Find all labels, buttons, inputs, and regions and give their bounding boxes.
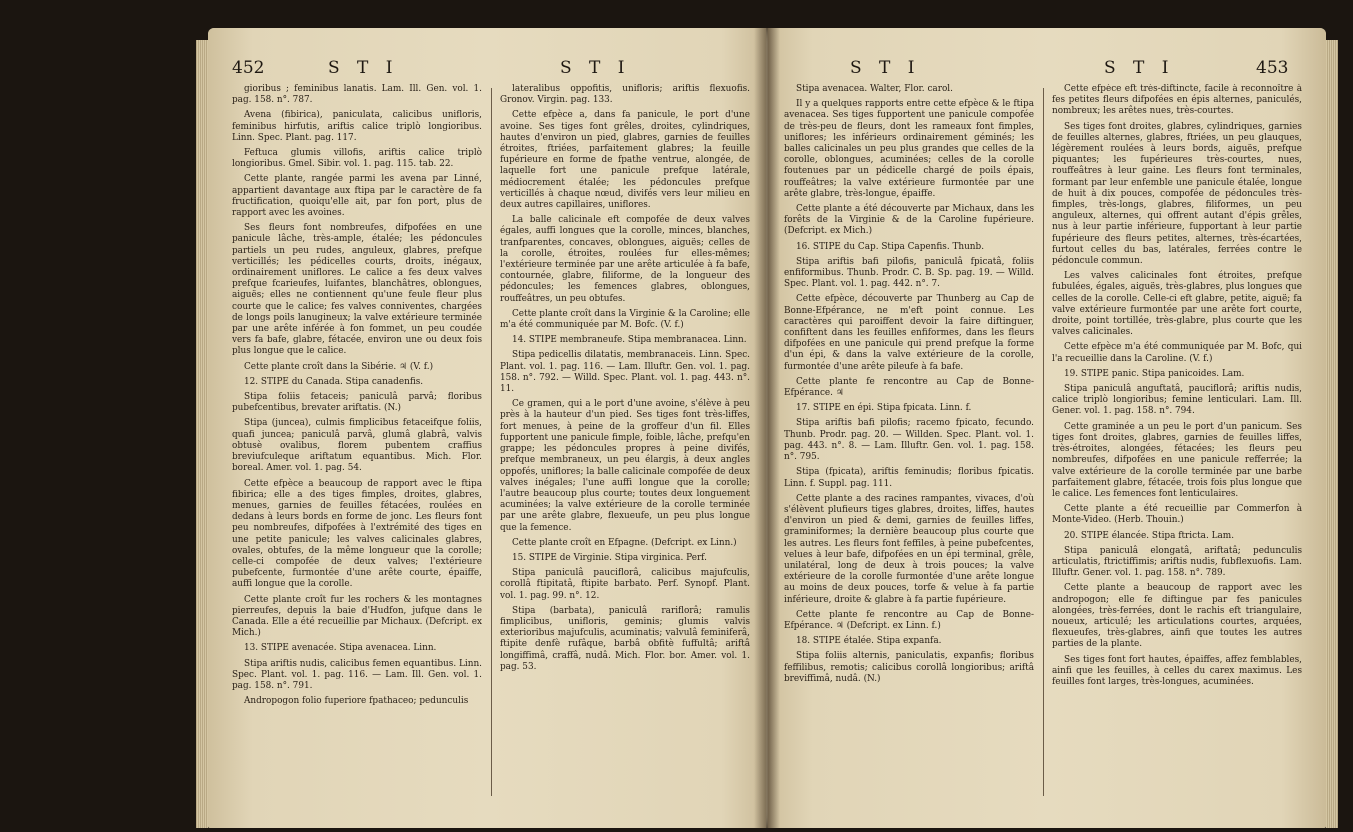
paragraph: 20. STIPE élancée. Stipa ftricta. Lam. bbox=[1064, 530, 1235, 541]
paragraph: 12. STIPE du Canada. Stipa canadenfis. bbox=[244, 376, 424, 387]
text-column-2 bbox=[500, 84, 750, 824]
paragraph: Cette plante a beaucoup de rapport avec les andropogon; elle fe diftingue par fes panicules alongées, très-ferrées, dont le rachis eft triangulaire, noueux, articulé; les articulations courtes, arquées, flexueufes, très-glabres, ainfi que toutes les autres parties de la plante. bbox=[1052, 583, 1302, 650]
text-column-1 bbox=[784, 84, 1034, 824]
paragraph: Stipa ariftis bafi pilofis, paniculâ fpicatâ, foliis enfiformibus. Thunb. Prodr. C. B. Sp. pag. 19. — Willd. Spec. Plant. vol. 1. pag. 442. n°. 7. bbox=[784, 256, 1034, 290]
text-column-2 bbox=[1052, 84, 1302, 824]
paragraph: Cette plante fe rencontre au Cap de Bonne-Efpérance. ♃ bbox=[784, 376, 1034, 399]
column-rule bbox=[491, 88, 492, 796]
text-column-1 bbox=[232, 84, 482, 824]
left-page bbox=[208, 28, 766, 828]
paragraph: Stipa foliis fetaceis; paniculâ parvâ; floribus pubefcentibus, brevater ariftatis. (N.) bbox=[232, 392, 482, 414]
paragraph: Il y a quelques rapports entre cette efpèce & le ftipa avenacea. Ses tiges fupportent une panicule compofée de très-peu de fleurs, dont les rameaux font fimples, uniflores; les inférieurs ordinairement géminés; les balles calicinales un peu plus grandes que celles de la corolle, oblongues, acuminées; celles de la corolle foutenues par un pédicelle chargé de poils épais, rouffeâtres; la valve extérieure furmontée par une arête glabre, très-longue, épaiffe. bbox=[784, 99, 1034, 199]
paragraph: Avena (fibirica), paniculata, calicibus unifloris, feminibus hirfutis, ariftis calice triplò longioribus. Linn. Spec. Plant. pag. 117. bbox=[232, 110, 482, 143]
paragraph: Cette efpèce a beaucoup de rapport avec le ftipa fibirica; elle a des tiges fimples, droites, glabres, menues, garnies de feuilles fétacées, roulées en dedans à leurs bords en forme de jonc. Les fleurs font peu nombreufes, difpofées à l'extrémité des tiges en une petite panicule; les valves calicinales glabres, ovales, obtufes, de la même longueur que la corolle; celle-ci compofée de deux valves; l'extérieure pubefcente, furmontée d'une arête courte, épaiffe, auffi longue que la corolle. bbox=[232, 478, 482, 590]
paragraph: Feftuca glumis villofis, ariftis calice triplò longioribus. Gmel. Sibir. vol. 1. pag. 115. tab. 22. bbox=[232, 148, 482, 170]
paragraph: Cette plante fe rencontre au Cap de Bonne-Efpérance. ♃ (Defcript. ex Linn. f.) bbox=[784, 609, 1034, 631]
paragraph: Stipa paniculâ anguftatâ, pauciflorâ; ariftis nudis, calice triplò longioribus; femine lenticulari. Lam. Ill. Gener. vol. 1. pag. 158. n°. 794. bbox=[1052, 384, 1302, 417]
paragraph: Stipa ariftis nudis, calicibus femen equantibus. Linn. Spec. Plant. vol. 1. pag. 116. — Lam. Ill. Gen. vol. 1. pag. 158. n°. 791. bbox=[232, 658, 482, 691]
paragraph: Stipa (fpicata), ariftis feminudis; floribus fpicatis. Linn. f. Suppl. pag. 111. bbox=[784, 467, 1034, 489]
paragraph: Ses tiges font fort hautes, épaiffes, affez femblables, ainfi que les feuilles, à celles du carex maximus. Les feuilles font larges, très-longues, acuminées. bbox=[1052, 654, 1302, 687]
paragraph: Ce gramen, qui a le port d'une avoine, s'élève à peu près à la hauteur d'un pied. Ses tiges font très-liffes, fort menues, à peine de la groffeur d'un fil. Elles fupportent une panicule fimple, foible, lâche, prefqu'en grappe; les pédoncules propres à peine divifés, prefque membraneux, un peu élargis, à deux angles oppofés, uniflores; la balle calicinale compofée de deux valves inégales; l'une auffi longue que la corolle; l'autre beaucoup plus courte; toutes deux longuement acuminées; la valve extérieure de la corolle terminée par une arête glabre, flexueufe, un peu plus longue que la femence. bbox=[500, 399, 750, 533]
paragraph: lateralibus oppofitis, unifloris; ariftis flexuofis. Gronov. Virgin. pag. 133. bbox=[500, 84, 750, 106]
paragraph: Cette plante croît dans la Sibérie. ♃ (V. f.) bbox=[244, 361, 434, 372]
paragraph: Les valves calicinales font étroites, prefque fubulées, égales, aiguës, très-glabres, plus longues que celles de la corolle. Celle-ci eft glabre, petite, aiguë; fa valve extérieure furmontée par une arête fort courte, droite, point tortillée, très-glabre, plus courte que les valves calicinales. bbox=[1052, 271, 1302, 338]
headword: S T I bbox=[1104, 58, 1175, 78]
headword: S T I bbox=[560, 58, 631, 78]
paragraph: Cette plante croît en Efpagne. (Defcript. ex Linn.) bbox=[512, 537, 737, 548]
paragraph: Cette plante croît fur les rochers & les montagnes pierreufes, depuis la baie d'Hudfon, jufque dans le Canada. Elle a été recueillie par Michaux. (Defcript. ex Mich.) bbox=[232, 594, 482, 639]
page-edge-right bbox=[1326, 40, 1338, 828]
page-edge-left bbox=[196, 40, 208, 828]
paragraph: 18. STIPE étalée. Stipa expanfa. bbox=[796, 636, 942, 647]
headword: S T I bbox=[328, 58, 399, 78]
paragraph: Cette plante, rangée parmi les avena par Linné, appartient davantage aux ftipa par le caractère de fa fructification, quoiqu'elle ait, par fon port, plus de rapport avec les avoines. bbox=[232, 174, 482, 219]
paragraph: La balle calicinale eft compofée de deux valves égales, auffi longues que la corolle, minces, blanches, tranfparentes, concaves, oblongues, aiguës; celles de la corolle, étroites, roulées fur elles-mêmes; l'extérieure terminée par une arête articulée à fa bafe, contournée, glabre, filiforme, de la longueur des pédoncules; les femences glabres, oblongues, rouffeâtres, un peu obtufes. bbox=[500, 215, 750, 304]
paragraph: gioribus ; feminibus lanatis. Lam. Ill. Gen. vol. 1. pag. 158. n°. 787. bbox=[232, 84, 482, 106]
paragraph: 16. STIPE du Cap. Stipa Capenfis. Thunb. bbox=[796, 241, 985, 252]
running-header-left bbox=[208, 58, 766, 84]
paragraph: Stipa avenacea. Walter, Flor. carol. bbox=[796, 84, 953, 94]
page-number: 453 bbox=[1256, 58, 1289, 78]
paragraph: Cette plante croît dans la Virginie & la Caroline; elle m'a été communiquée par M. Bofc. (V. f.) bbox=[500, 308, 750, 331]
paragraph: 15. STIPE de Virginie. Stipa virginica. Perf. bbox=[512, 552, 707, 563]
paragraph: Stipa ariftis bafi pilofis; racemo fpicato, fecundo. Thunb. Prodr. pag. 20. — Willden. Spec. Plant. vol. 1. pag. 443. n°. 8. — Lam. Illuftr. Gen. vol. 1. pag. 158. n°. 795. bbox=[784, 418, 1034, 463]
paragraph: 13. STIPE avenacée. Stipa avenacea. Linn. bbox=[244, 643, 437, 654]
paragraph: Cette efpèce eft très-diftincte, facile à reconnoître à fes petites fleurs difpofées en épis alternes, paniculés, nombreux; les arêtes nues, très-courtes. bbox=[1052, 84, 1302, 117]
paragraph: Cette efpèce a, dans fa panicule, le port d'une avoine. Ses tiges font grêles, droites, cylindriques, hautes d'environ un pied, glabres, garnies de feuilles étroites, ftriées, parfaitement glabres; la feuille fupérieure en forme de fpathe ventrue, alongée, de laquelle fort une panicule prefque latérale, médiocrement étalée; les pédoncules prefque verticillés à chaque nœud, divifés vers leur milieu en deux autres capillaires, uniflores. bbox=[500, 110, 750, 211]
paragraph: Cette graminée a un peu le port d'un panicum. Ses tiges font droites, glabres, garnies de feuilles liffes, très-étroites, alongées, fétacées; les fleurs peu nombreufes, difpofées en une panicule refferrée; la valve extérieure de la corolle terminée par une barbe parfaitement glabre, fétacée, trois fois plus longue que le calice. Les femences font lenticulaires. bbox=[1052, 421, 1302, 499]
paragraph: Cette efpèce, découverte par Thunberg au Cap de Bonne-Efpérance, ne m'eft point connue. Les caractères qui paroiffent devoir la faire diftinguer, confiftent dans les feuilles enfiformes, dans les fleurs difpofées en une panicule qui prend prefque la forme d'un épi, & dans la valve extérieure de la corolle, furmontée d'une arête pileufe à fa bafe. bbox=[784, 294, 1034, 372]
book-spread bbox=[208, 28, 1326, 828]
paragraph: 17. STIPE en épi. Stipa fpicata. Linn. f. bbox=[796, 403, 972, 414]
column-rule bbox=[1043, 88, 1044, 796]
headword: S T I bbox=[850, 58, 921, 78]
paragraph: Cette plante a été recueillie par Commerfon à Monte-Video. (Herb. Thouin.) bbox=[1052, 504, 1302, 526]
paragraph: Cette plante a des racines rampantes, vivaces, d'où s'élèvent plufieurs tiges glabres, droites, liffes, hautes d'environ un pied & demi, garnies de feuilles liffes, graminiformes; la dernière beaucoup plus courte que les autres. Les fleurs font feffiles, à peine pubefcentes, velues à leur bafe, difpofées en un épi terminal, grêle, unilatéral, long de deux à trois pouces; la valve extérieure de la corolle furmontée d'une arête longue au moins de deux pouces, torfe & velue à fa partie inférieure, droite & glabre à fa partie fupérieure. bbox=[784, 493, 1034, 605]
paragraph: Stipa foliis alternis, paniculatis, expanfis; floribus feffilibus, remotis; calicibus corollâ longioribus; ariftâ breviffimâ, nudâ. (N.) bbox=[784, 651, 1034, 684]
paragraph: Ses fleurs font nombreufes, difpofées en une panicule lâche, très-ample, étalée; les pédoncules partiels un peu rudes, anguleux, glabres, prefque verticillés; les pédicelles courts, droits, inégaux, ordinairement uniflores. Le calice a fes deux valves prefque fcarieufes, luifantes, blanchâtres, oblongues, aiguës; elles ne contiennent qu'une feule fleur plus courte que le calice; fes valves conniventes, chargées de longs poils lanugineux; la valve extérieure terminée par une arête inférée à fon fommet, un peu coudée vers fa bafe, glabre, fétacée, environ une ou deux fois plus longue que le calice. bbox=[232, 223, 482, 357]
paragraph: Stipa (barbata), paniculâ rariflorâ; ramulis fimplicibus, unifloris, geminis; glumis valvis exterioribus majufculis, acuminatis; valvulâ feminiferâ, ftipite denfè rufâque, barbâ obfitè fuffultâ; ariftâ longiffimâ, craffâ, nudâ. Mich. Flor. bor. Amer. vol. 1. pag. 53. bbox=[500, 605, 750, 672]
paragraph: Ses tiges font droites, glabres, cylindriques, garnies de feuilles alternes, glabres, ftriées, un peu glauques, légèrement roulées à leurs bords, aiguës, prefque piquantes; les fupérieures très-courtes, nues, rouffeâtres à leur gaine. Les fleurs font terminales, formant par leur enfemble une panicule étalée, longue de huit à dix pouces, compofée de pédoncules très-fimples, très-longs, glabres, filiformes, un peu anguleux, alternes, qui offrent autant d'épis grêles, nus à leur partie inférieure, fupportant à leur partie fupérieure des fleurs petites, alternes, très-écartées, furtout celles du bas, latérales, ferrées contre le pédoncule commun. bbox=[1052, 121, 1302, 267]
paragraph: Stipa paniculâ elongatâ, ariftatâ; pedunculis articulatis, ftrictiffimis; ariftis nudis, fubflexuofis. Lam. Illuftr. Gener. vol. 1. pag. 158. n°. 789. bbox=[1052, 545, 1302, 579]
paragraph: Stipa pedicellis dilatatis, membranaceis. Linn. Spec. Plant. vol. 1. pag. 116. — Lam. Illuftr. Gen. vol. 1. pag. 158. n°. 792. — Willd. Spec. Plant. vol. 1. pag. 443. n°. 11. bbox=[500, 350, 750, 395]
paragraph: 14. STIPE membraneufe. Stipa membranacea. Linn. bbox=[512, 335, 747, 346]
paragraph: 19. STIPE panic. Stipa panicoides. Lam. bbox=[1064, 368, 1245, 379]
page-number: 452 bbox=[232, 58, 265, 78]
paragraph: Andropogon folio fuperiore fpathaceo; pedunculis bbox=[244, 696, 469, 707]
book-gutter bbox=[754, 28, 780, 828]
right-page bbox=[768, 28, 1326, 828]
paragraph: Cette plante a été découverte par Michaux, dans les forêts de la Virginie & de la Caroline fupérieure. (Defcript. ex Mich.) bbox=[784, 204, 1034, 237]
paragraph: Stipa paniculâ pauciflorâ, calicibus majufculis, corollâ ftipitatâ, ftipite barbato. Perf. Synopf. Plant. vol. 1. pag. 99. n°. 12. bbox=[500, 568, 750, 601]
paragraph: Stipa (juncea), culmis fimplicibus fetaceifque foliis, quafi juncea; paniculâ parvâ, glumâ glabrâ, valvis obtusè ovalibus, florem pubentem craffius breviufculeque ariftatum equantibus. Mich. Flor. boreal. Amer. vol. 1. pag. 54. bbox=[232, 418, 482, 474]
paragraph: Cette efpèce m'a été communiquée par M. Bofc, qui l'a recueillie dans la Caroline. (V. f.) bbox=[1052, 342, 1302, 364]
running-header-right bbox=[768, 58, 1326, 84]
